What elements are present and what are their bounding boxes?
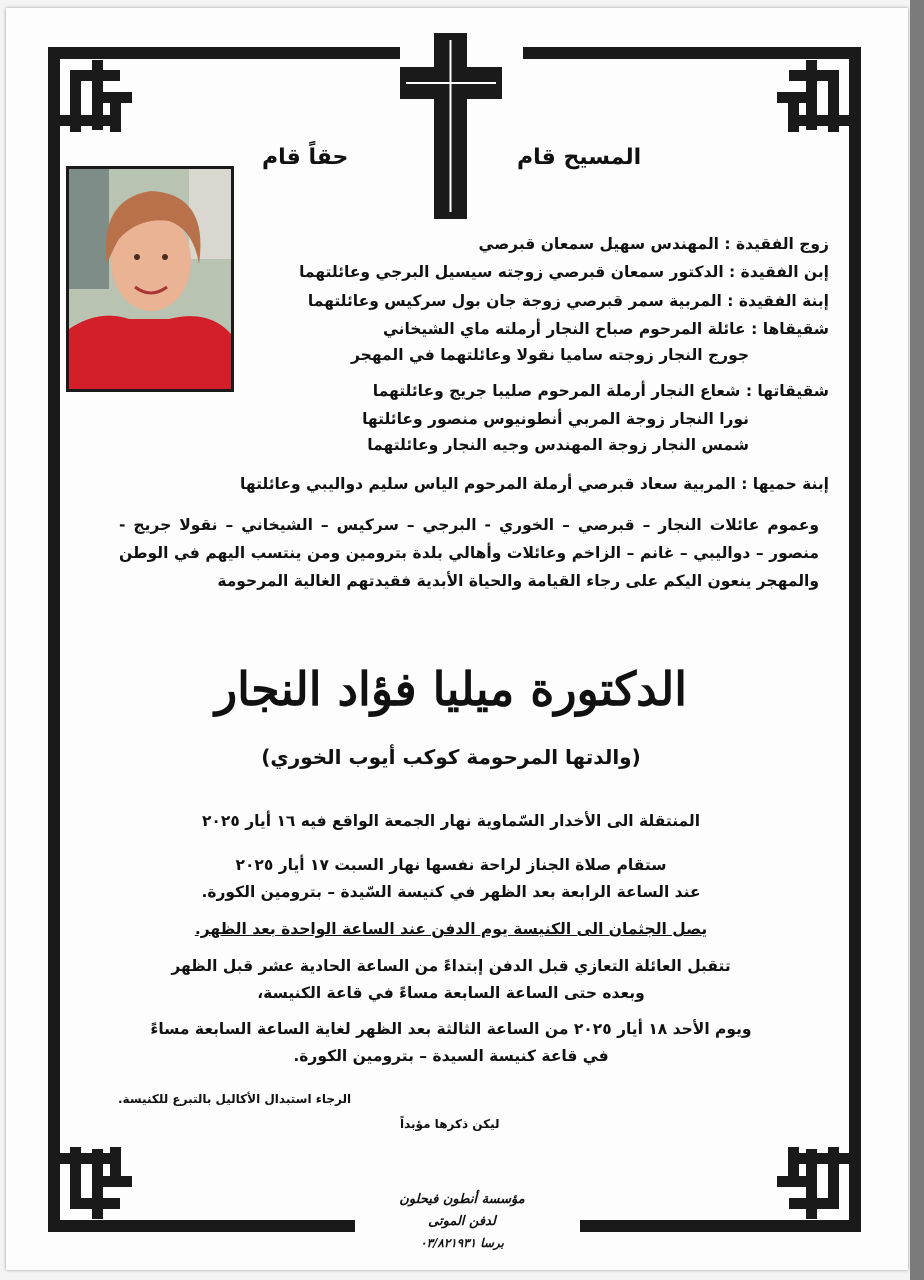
funeral-home-phone: برسا ٠٣/٨٢١٩٣١ xyxy=(420,1236,504,1250)
relative-sister-in-law xyxy=(240,475,829,493)
condolences-location: وبعده حتى الساعة السابعة مساءً في قاعة الكنيسة، xyxy=(257,984,645,1002)
top-left-border-bar xyxy=(115,47,400,59)
relative-text: شمس النجار زوجة المهندس وجيه النجار وعائلتهما xyxy=(367,436,749,454)
sunday-location: في قاعة كنيسة السيدة – بترومين الكورة. xyxy=(293,1047,609,1065)
funeral-location: عند الساعة الرابعة بعد الظهر في كنيسة السّيدة – بترومين الكورة. xyxy=(201,883,701,901)
funeral-time: ستقام صلاة الجناز لراحة نفسها نهار السبت ١٧ أيار ٢٠٢٥ xyxy=(235,856,667,874)
relative-husband xyxy=(479,235,829,253)
corner-knot-icon xyxy=(777,47,861,132)
deceased-name: الدكتورة ميليا فؤاد النجار xyxy=(214,662,688,716)
families-paragraph: وعموم عائلات النجار – قبرصي – الخوري - البرجي – سركيس – الشيخاني – نقولا جريج - منصور – دواليبي – غانم – الزاخم وعائلات وأهالي بلدة بترومين ومن ينتسب اليهم في الوطن والمهجر ينعون اليكم على رجاء القيامة والحياة الأبدية فقيدتهم الغالية المرحومة xyxy=(119,516,819,590)
deceased-mother: (والدتها المرحومة كوكب أيوب الخوري) xyxy=(261,745,641,769)
relative-label: شقيقاها : xyxy=(751,320,829,338)
relative-text: المهندس سهيل سمعان قبرصي xyxy=(478,235,719,253)
funeral-home-service: لدفن الموتى xyxy=(428,1214,496,1229)
relative-text: شعاع النجار أرملة المرحوم صليبا جريج وعائلتهما xyxy=(372,382,741,400)
header-risen-indeed: حقاً قام xyxy=(262,145,349,170)
bottom-right-border-bar xyxy=(580,1220,823,1232)
relative-text: الدكتور سمعان قبرصي زوجته سيسيل البرجي وعائلتهما xyxy=(299,263,724,281)
donation-note: الرجاء استبدال الأكاليل بالتبرع للكنيسة. xyxy=(118,1092,352,1106)
relative-label: زوج الفقيدة : xyxy=(724,235,829,253)
relative-brothers xyxy=(383,320,829,338)
relative-text: نورا النجار زوجة المربي أنطونيوس منصور وعائلتها xyxy=(362,410,749,428)
deceased-portrait xyxy=(66,166,234,392)
top-right-border-bar xyxy=(523,47,823,59)
bottom-left-border-bar xyxy=(115,1220,355,1232)
relative-daughter xyxy=(308,292,829,310)
relative-text: المربية سمر قبرصي زوجة جان بول سركيس وعائلتهما xyxy=(307,292,722,310)
funeral-home-name: مؤسسة أنطون فيحلون xyxy=(399,1192,525,1207)
relative-text: المربية سعاد قبرصي أرملة المرحوم الياس سليم دواليبي وعائلتها xyxy=(240,475,736,493)
relative-text: عائلة المرحوم صباح النجار أرملته ماي الشيخاني xyxy=(382,320,746,338)
corner-knot-icon xyxy=(48,47,132,132)
corner-knot-icon xyxy=(777,1147,861,1232)
memory-note: ليكن ذكرها مؤبداً xyxy=(400,1117,500,1131)
body-arrival: يصل الجثمان الى الكنيسة يوم الدفن عند الساعة الواحدة بعد الظهر. xyxy=(194,920,708,938)
relative-text: جورج النجار زوجته ساميا نقولا وعائلتهما في المهجر xyxy=(351,346,749,364)
relative-label: إبن الفقيدة : xyxy=(729,263,829,281)
header-christ-is-risen: المسيح قام xyxy=(517,145,642,170)
condolences-time: تتقبل العائلة التعازي قبل الدفن إبتداءً من الساعة الحادية عشر قبل الظهر xyxy=(171,957,731,975)
sunday-condolences: ويوم الأحد ١٨ أيار ٢٠٢٥ من الساعة الثالثة بعد الظهر لغاية الساعة السابعة مساءً xyxy=(150,1020,752,1038)
relative-label: إبنة حميها : xyxy=(741,475,829,493)
relative-label: إبنة الفقيدة : xyxy=(727,292,829,310)
relative-son xyxy=(299,263,829,281)
relative-sisters xyxy=(373,382,829,400)
relative-label: شقيقاتها : xyxy=(745,382,829,400)
corner-knot-icon xyxy=(48,1147,132,1232)
departure-date: المنتقلة الى الأخدار السّماوية نهار الجمعة الواقع فيه ١٦ أيار ٢٠٢٥ xyxy=(201,812,701,830)
